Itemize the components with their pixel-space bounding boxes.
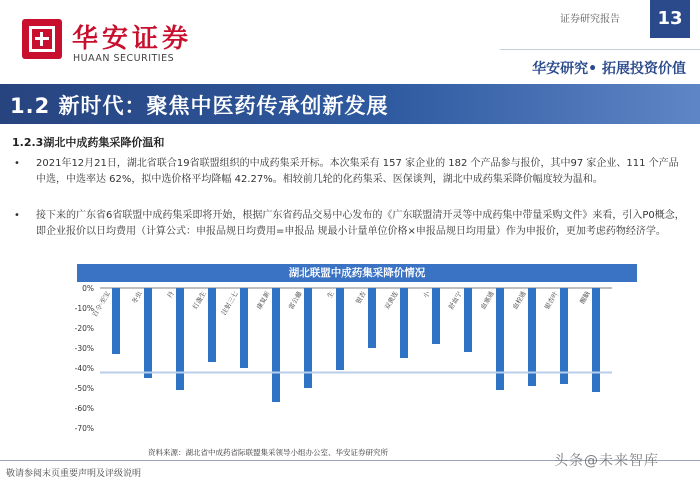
subsection-heading: 1.2.3湖北中成药集采降价温和 (12, 136, 165, 149)
bar-3 (176, 288, 184, 390)
category-label: 银杏 (354, 290, 368, 306)
category-label: 舒血宁 (447, 290, 464, 311)
bar-12 (464, 288, 472, 352)
category-label: 灯盏生 (191, 290, 208, 311)
logo-chinese-name: 华安证券 (72, 24, 193, 54)
watermark: 头条@未来智库 (554, 453, 659, 469)
section-title-bar (0, 84, 700, 124)
category-label: 血塞通 (479, 290, 496, 311)
report-type-label: 证券研究报告 (560, 14, 620, 25)
bar-11 (432, 288, 440, 344)
bar-1 (112, 288, 120, 354)
category-label: 百令·至宝 (90, 290, 112, 319)
category-label: 冬虫 (130, 290, 144, 306)
bar-16 (592, 288, 600, 392)
chart-source: 资料来源：湖北省中成药省际联盟集采领导小组办公室、华安证券研究所 (148, 448, 388, 457)
bullet-icon: • (14, 210, 20, 221)
bar-5 (240, 288, 248, 368)
price-cut-bar-chart (64, 282, 644, 447)
slogan-divider (500, 49, 700, 50)
bar-15 (560, 288, 568, 384)
logo-english-name: HUAAN SECURITIES (73, 53, 175, 64)
category-label: 生 (325, 290, 336, 300)
bar-9 (368, 288, 376, 348)
bar-6 (272, 288, 280, 402)
category-label: 双黄连 (383, 290, 400, 311)
slogan: 华安研究• 拓展投资价值 (532, 61, 686, 77)
bar-2 (144, 288, 152, 378)
bullet-paragraph-2: 接下来的广东省6省联盟中成药集采即将开始，根据广东省药品交易中心发布的《广东联盟清开灵等中成药集中带量采购文件》来看，引入P0概念，即企业报价以日均费用（计算公式：申报品规日均费用=申报品 规最小计量单位价格×申报品规日均用量）作为申报价，更加考虑药物经济学。 (36, 210, 685, 237)
y-tick-label: 0% (82, 284, 94, 293)
category-label: 醒脑 (578, 290, 592, 306)
category-label: 银杏叶 (543, 290, 560, 311)
category-label: 血栓通 (511, 290, 528, 311)
bar-10 (400, 288, 408, 358)
y-tick-label: -10% (74, 304, 94, 313)
y-tick-label: -70% (74, 424, 94, 433)
bullet-paragraph-1: 2021年12月21日，湖北省联合19省联盟组织的中成药集采开标。本次集采有 157 家企业的 182 个产品参与报价，其中97 家企业、111 个产品中选，中选率达 62%，拟中选价格平均降幅 42.27%。相较前几轮的化药集采、医保谈判，湖北中成药集采降价幅度较为温和。 (36, 158, 679, 185)
y-tick-label: -30% (74, 344, 94, 353)
category-label: 丹 (165, 290, 176, 300)
footer-disclaimer: 敬请参阅末页重要声明及评级说明 (6, 469, 142, 479)
category-label: 小 (421, 290, 432, 300)
y-tick-label: -20% (74, 324, 94, 333)
page-number-badge: 13 (650, 0, 690, 38)
bar-8 (336, 288, 344, 370)
category-label: 康复新 (255, 290, 272, 311)
y-tick-label: -50% (74, 384, 94, 393)
bar-14 (528, 288, 536, 386)
category-label: 雷公藤 (287, 290, 304, 311)
bullet-icon: • (14, 158, 20, 169)
category-label: 注射三七 (219, 290, 240, 317)
report-header (0, 0, 700, 78)
chart-title: 湖北联盟中成药集采降价情况 (77, 264, 637, 282)
bar-4 (208, 288, 216, 362)
bar-13 (496, 288, 504, 390)
y-tick-label: -60% (74, 404, 94, 413)
y-tick-label: -40% (74, 364, 94, 373)
section-title: 1.2 新时代：聚焦中医药传承创新发展 (10, 94, 389, 118)
huaan-logo-icon (22, 19, 62, 59)
